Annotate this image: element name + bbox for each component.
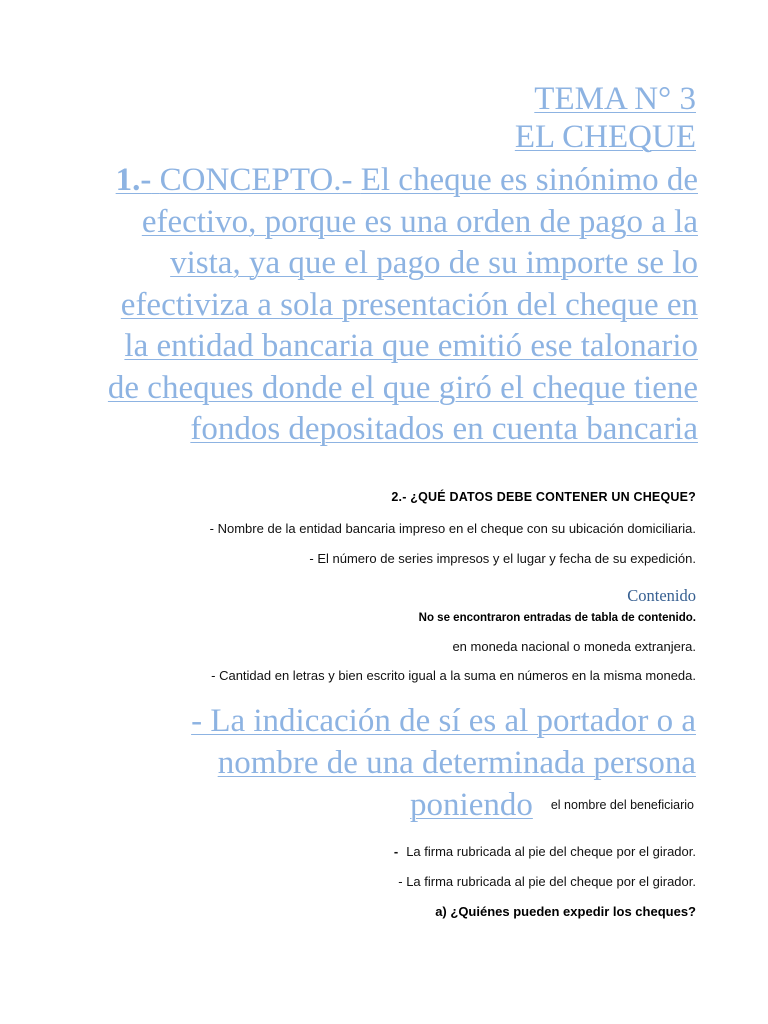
item-moneda: en moneda nacional o moneda extranjera. <box>452 639 696 654</box>
item-firma-2: - La firma rubricada al pie del cheque por el girador. <box>398 874 696 889</box>
cheque-title: EL CHEQUE <box>514 119 696 155</box>
portador-paragraph <box>136 700 696 826</box>
item-numero-series: - El número de series impresos y el lugar y fecha de su expedición. <box>309 551 696 566</box>
item-beneficiario: el nombre del beneficiario <box>550 798 694 812</box>
question-a: a) ¿Quiénes pueden expedir los cheques? <box>435 904 696 919</box>
firma-1-text: La firma rubricada al pie del cheque por el girador. <box>406 844 696 859</box>
portador-line-1: - La indicación de sí es al portador o a <box>191 703 696 739</box>
item-entidad-bancaria: - Nombre de la entidad bancaria impreso en el cheque con su ubicación domiciliaria. <box>209 521 696 536</box>
tema-title: TEMA N° 3 <box>534 81 696 117</box>
firma-1-dash: - <box>393 844 399 859</box>
toc-title: Contenido <box>627 586 696 605</box>
concepto-number: 1.- <box>115 162 152 198</box>
portador-line-3: poniendo <box>410 787 533 823</box>
section2-heading: 2.- ¿QUÉ DATOS DEBE CONTENER UN CHEQUE? <box>391 490 696 504</box>
item-cantidad: - Cantidad en letras y bien escrito igual a la suma en números en la misma moneda. <box>211 668 696 683</box>
concepto-paragraph <box>98 160 698 451</box>
item-firma-1 <box>394 844 696 859</box>
concepto-text: El cheque es sinónimo de efectivo, porque es una orden de pago a la vista, ya que el pago de su importe se lo efectiviza a sola presentación del cheque en la entidad bancaria que emitió ese talonario de cheques donde el que giró el cheque tiene fondos depositados en cuenta bancaria <box>107 162 698 447</box>
portador-line-2: nombre de una determinada persona <box>217 745 696 781</box>
concepto-label: CONCEPTO.- <box>159 162 353 198</box>
toc-note: No se encontraron entradas de tabla de contenido. <box>418 612 696 624</box>
